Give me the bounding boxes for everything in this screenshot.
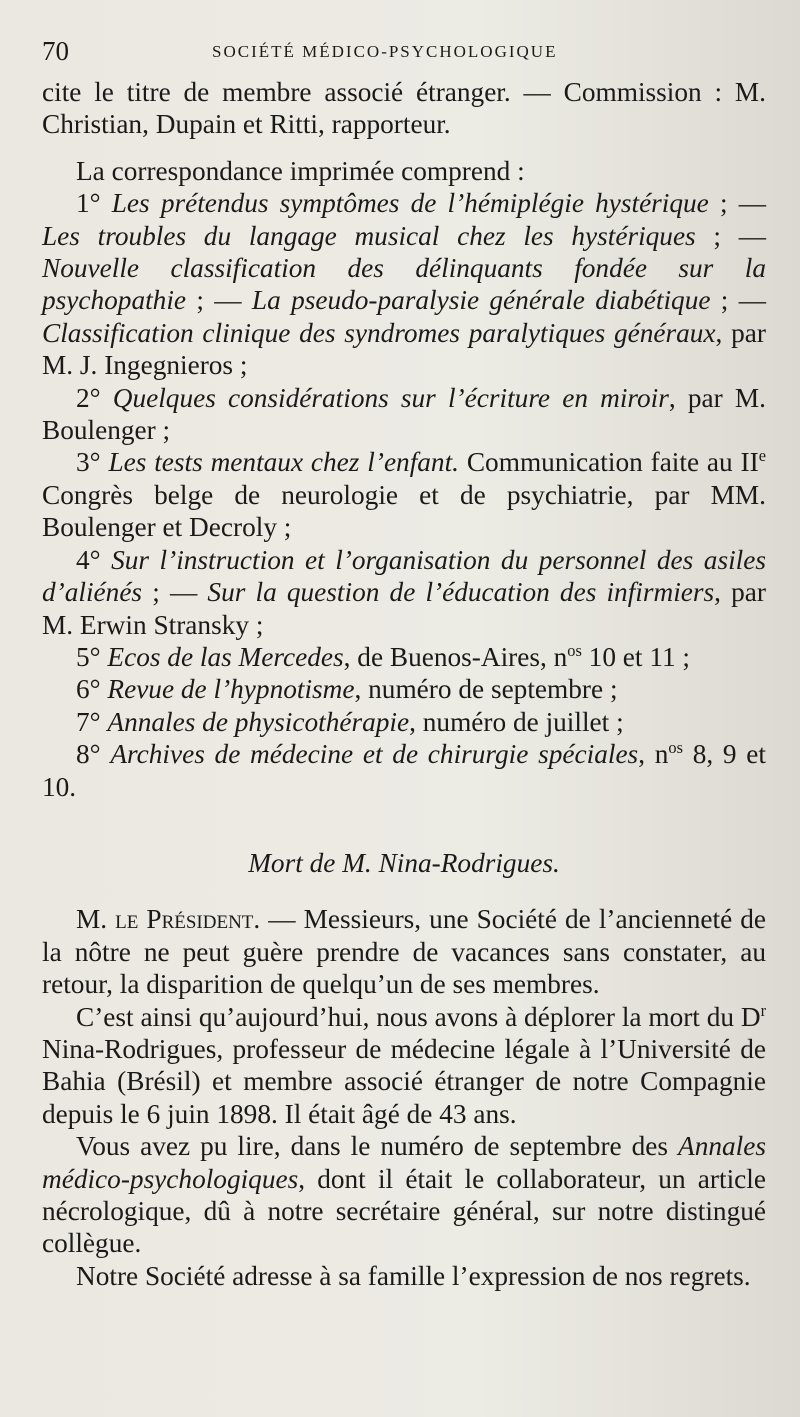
item-text: Communication faite au II (459, 447, 759, 478)
work-title: Annales de physicothérapie (107, 706, 410, 737)
superscript: os (668, 738, 683, 758)
work-title: Sur l’instruction et l’organisation du personnel des asiles d’aliénés (42, 544, 766, 608)
separator: ; — (142, 577, 208, 608)
section-title: Mort de M. Nina-Rodrigues. (248, 847, 560, 878)
work-title: Archives de médecine et de chirurgie spéciales (110, 739, 639, 770)
running-header (42, 30, 766, 76)
paragraph-text: Notre Société adresse à sa famille l’expression de nos regrets. (76, 1260, 751, 1291)
separator: ; — (708, 188, 767, 219)
list-item-2 (42, 382, 766, 447)
work-title: La pseudo-paralysie générale diabétique (251, 285, 711, 316)
item-number: 4° (76, 544, 101, 575)
item-tail: , numéro de septembre ; (354, 674, 618, 705)
item-text: , n (638, 739, 669, 770)
item-tail: , par M. Erwin Stransky ; (42, 577, 766, 640)
journal-title: Annales médico-psychologiques (42, 1131, 766, 1194)
separator: ; — (695, 220, 766, 251)
page-number: 70 (42, 36, 69, 66)
paragraph-death (42, 1001, 766, 1131)
list-item-6 (42, 673, 766, 705)
list-item-5 (42, 641, 766, 673)
running-title: SOCIÉTÉ MÉDICO-PSYCHOLOGIQUE (212, 42, 558, 61)
superscript: r (760, 1000, 767, 1020)
paragraph-text: Vous avez pu lire, dans le numéro de septembre des (76, 1131, 679, 1162)
list-item-4 (42, 544, 766, 641)
work-title: Sur la question de l’éducation des infirmiers (207, 577, 715, 608)
list-item-7 (42, 706, 766, 738)
work-title: Ecos de las Mercedes (107, 641, 344, 672)
list-item-3 (42, 446, 766, 543)
work-title: Les troubles du langage musical chez les hystériques (42, 220, 696, 251)
paragraph-text: La correspondance imprimée comprend : (76, 155, 525, 186)
paragraph-correspondance (42, 155, 766, 187)
item-tail: , par M. J. Ingegnieros ; (42, 317, 766, 381)
item-number: 2° (76, 382, 101, 413)
paragraph-text: — Messieurs, une Société de l’ancienneté de la nôtre ne peut guère prendre de vacances sans constater, au retour, la disparition de quelqu’un de ses membres. (42, 904, 766, 1000)
list-item-8 (42, 738, 766, 803)
speaker-name: M. le Président. (76, 904, 261, 935)
item-tail: , par M. Boulenger ; (42, 382, 766, 446)
section-heading (42, 847, 766, 879)
item-number: 8° (76, 739, 101, 770)
work-title: Les prétendus symptômes de l’hémiplégie hystérique (111, 188, 709, 219)
work-title: Quelques considérations sur l’écriture en miroir (112, 382, 669, 413)
paragraph-text: , dont il était le collaborateur, un article nécrologique, dû à notre secrétaire général, sur notre distingué collègue. (42, 1163, 766, 1259)
work-title: Nouvelle classification des délinquants fondée sur la psychopathie (42, 253, 766, 316)
item-number: 6° (76, 674, 101, 705)
item-text: 10 et 11 ; (581, 641, 691, 672)
item-text: , de Buenos-Aires, n (343, 641, 568, 672)
item-text: 8, 9 et 10. (42, 739, 766, 802)
superscript: e (758, 446, 766, 466)
paragraph-annales (42, 1130, 766, 1260)
work-title: Les tests mentaux chez l’enfant. (108, 447, 459, 478)
work-title: Classification clinique des syndromes paralytiques généraux (42, 317, 716, 348)
list-item-1 (42, 187, 766, 381)
separator: ; — (186, 285, 252, 316)
paragraph-regrets (42, 1260, 766, 1292)
item-number: 5° (76, 641, 101, 672)
item-number: 3° (76, 447, 101, 478)
item-tail: , numéro de juillet ; (409, 706, 624, 737)
separator: ; — (710, 285, 767, 316)
item-number: 1° (76, 188, 101, 219)
superscript: os (567, 640, 582, 660)
paragraph-text: C’est ainsi qu’aujourd’hui, nous avons à déplorer la mort du D (76, 1001, 761, 1032)
item-number: 7° (76, 706, 101, 737)
work-title: Revue de l’hypnotisme (107, 674, 355, 705)
paragraph-commission (42, 76, 766, 141)
paragraph-president (42, 903, 766, 1000)
paragraph-text: cite le titre de membre associé étranger. — Commission : M. Christian, Dupain et Ritti, rapporteur. (42, 77, 766, 140)
item-text: Congrès belge de neurologie et de psychiatrie, par MM. Boulenger et Decroly ; (42, 479, 766, 543)
paragraph-text: Nina-Rodrigues, professeur de médecine légale à l’Université de Bahia (Brésil) et membre associé étranger de notre Compagnie depuis le 6 juin 1898. Il était âgé de 43 ans. (42, 1033, 766, 1129)
